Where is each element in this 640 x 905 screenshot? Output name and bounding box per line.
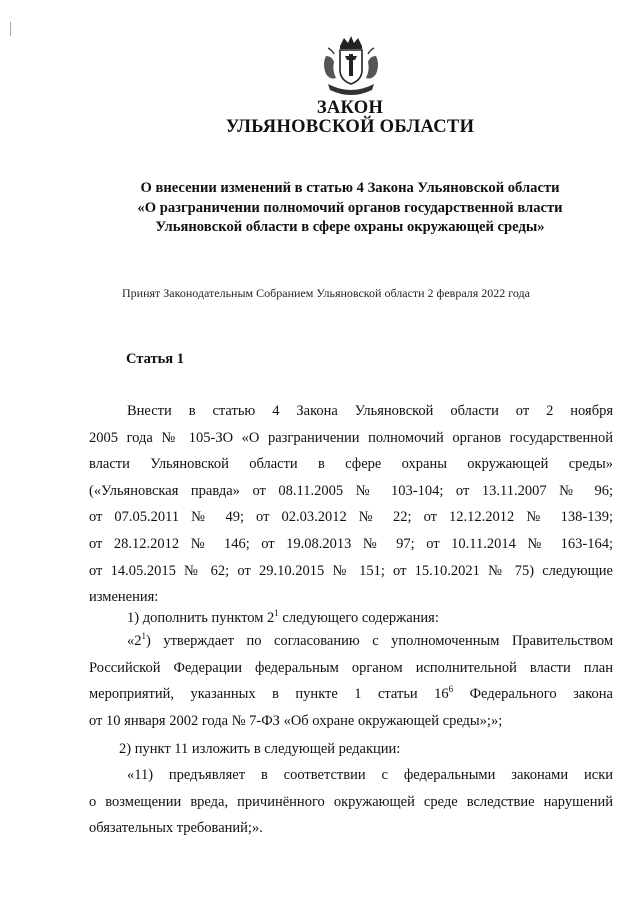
amendment-quote-1 bbox=[89, 628, 613, 734]
paragraph-line: от 28.12.2012 № 146; от 19.08.2013 № 97; от 10.11.2014 № 163-164; bbox=[89, 535, 613, 552]
paragraph-line: о возмещении вреда, причинённого окружающей среде вследствие нарушений bbox=[89, 793, 613, 810]
subject-line: Ульяновской области в сфере охраны окружающей среды» bbox=[155, 219, 545, 235]
law-title: ЗАКОН bbox=[316, 98, 384, 118]
paragraph-line: Российской Федерации федеральным органом исполнительной власти план bbox=[89, 659, 613, 676]
superscript: 1 bbox=[141, 631, 146, 642]
superscript: 6 bbox=[448, 684, 454, 695]
subject-line: «О разграничении полномочий органов государственной власти bbox=[137, 199, 563, 216]
coat-of-arms-icon bbox=[318, 34, 384, 98]
superscript: 1 bbox=[274, 608, 279, 619]
paragraph-line: изменения: bbox=[89, 589, 159, 606]
paragraph-line: «$2^1$) утверждает по согласованию с уполномоченным Правительством bbox=[127, 631, 613, 649]
paragraph-line: власти Ульяновской области в сфере охраны окружающей среды» bbox=[89, 456, 613, 473]
paragraph-line: («Ульяновская правда» от 08.11.2005 № 103-104; от 13.11.2007 № 96; bbox=[89, 482, 613, 499]
paragraph-line: от 10 января 2002 года № 7-ФЗ «Об охране окружающей среды»;»; bbox=[89, 712, 503, 729]
amendment-quote-2 bbox=[89, 762, 613, 842]
paragraph-line: Внести в статью 4 Закона Ульяновской области от 2 ноября bbox=[127, 403, 613, 419]
paragraph-line: обязательных требований;». bbox=[89, 820, 263, 837]
amendment-item-2: 2) пункт 11 изложить в следующей редакции: bbox=[119, 741, 401, 757]
article-paragraph bbox=[89, 398, 613, 611]
subject-line: О внесении изменений в статью 4 Закона Ульяновской области bbox=[140, 180, 560, 196]
adoption-note: Принят Законодательным Собранием Ульяновской области 2 февраля 2022 года bbox=[122, 286, 530, 300]
paragraph-line: «11) предъявляет в соответствии с федеральными законами иски bbox=[127, 767, 613, 783]
article-heading: Статья 1 bbox=[126, 351, 184, 367]
scan-mark bbox=[10, 22, 11, 36]
paragraph-line: от 14.05.2015 № 62; от 29.10.2015 № 151; от 15.10.2021 № 75) следующие bbox=[89, 562, 613, 579]
paragraph-line: от 07.05.2011 № 49; от 02.03.2012 № 22; от 12.12.2012 № 138-139; bbox=[89, 509, 613, 526]
amendment-item-1: 1) дополнить пунктом $2^1$ следующего содержания: bbox=[127, 608, 439, 626]
law-title-region: УЛЬЯНОВСКОЙ ОБЛАСТИ bbox=[225, 117, 475, 137]
paragraph-line: мероприятий, указанных в пункте 1 статьи $16^6$ Федерального закона bbox=[89, 684, 613, 703]
law-subject bbox=[0, 179, 640, 238]
paragraph-line: 2005 года № 105-ЗО «О разграничении полномочий органов государственной bbox=[89, 429, 613, 446]
